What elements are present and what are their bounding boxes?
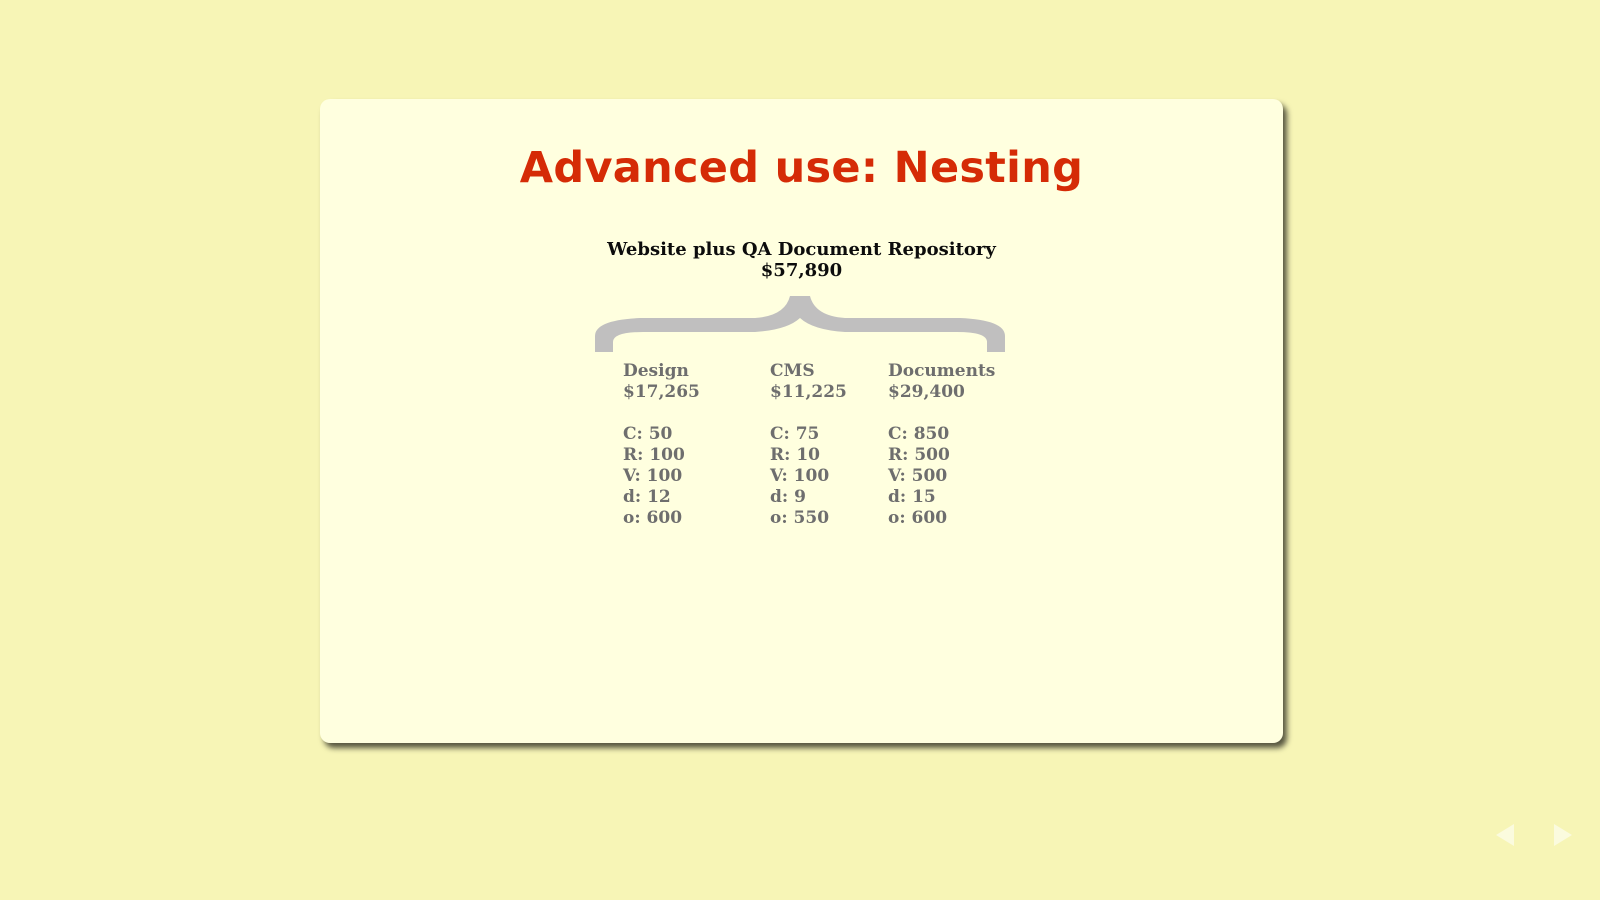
child-metric: R: 500 <box>888 445 950 465</box>
parent-item-name: Website plus QA Document Repository <box>607 239 996 260</box>
child-name: Design <box>623 361 689 381</box>
child-column-documents <box>888 361 995 529</box>
child-metric: C: 50 <box>623 424 673 444</box>
child-metric: d: 9 <box>770 487 806 507</box>
child-metric: d: 15 <box>888 487 936 507</box>
child-price: $11,225 <box>770 382 847 402</box>
child-metric: d: 12 <box>623 487 671 507</box>
child-column-design <box>623 361 700 529</box>
child-metric: R: 10 <box>770 445 820 465</box>
slide-title: Advanced use: Nesting <box>519 143 1084 193</box>
next-slide-button[interactable] <box>1550 820 1576 850</box>
child-metric: C: 850 <box>888 424 950 444</box>
child-metric: o: 550 <box>770 508 830 528</box>
child-metric: C: 75 <box>770 424 820 444</box>
child-price: $17,265 <box>623 382 700 402</box>
prev-slide-button[interactable] <box>1492 820 1518 850</box>
child-column-cms <box>770 361 847 529</box>
triangle-right-icon <box>1550 820 1576 850</box>
child-price: $29,400 <box>888 382 965 402</box>
parent-item-price: $57,890 <box>760 260 843 281</box>
parent-item <box>320 239 1283 281</box>
curly-brace-graphic <box>595 296 1005 354</box>
child-metric: o: 600 <box>888 508 948 528</box>
child-metric: V: 500 <box>888 466 948 486</box>
child-metric: V: 100 <box>770 466 830 486</box>
child-name: CMS <box>770 361 815 381</box>
child-name: Documents <box>888 361 996 381</box>
child-metric: o: 600 <box>623 508 683 528</box>
child-metric: V: 100 <box>623 466 683 486</box>
triangle-left-icon <box>1492 820 1518 850</box>
brace-shape <box>595 296 1005 352</box>
slide <box>320 99 1283 743</box>
child-metric: R: 100 <box>623 445 685 465</box>
